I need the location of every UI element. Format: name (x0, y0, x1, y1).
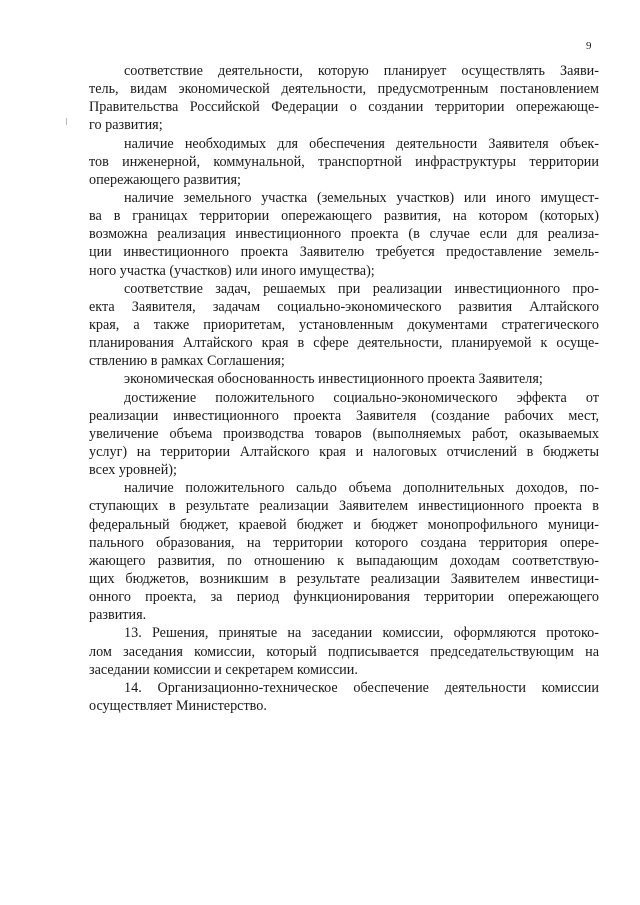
text-line: развития. (89, 607, 147, 624)
text-line: ствлению в рамках Соглашения; (89, 353, 285, 370)
text-line: ного участка (участков) или иного имущества); (89, 262, 375, 279)
text-line: услуг) на территории Алтайского края и налоговых отчислений в бюджеты (89, 443, 599, 460)
text-line: соответствие задач, решаемых при реализации инвестиционного про- (124, 280, 599, 297)
text-line: пального образования, на территории которого создана территория опере- (89, 534, 599, 551)
text-line: опережающего развития; (89, 171, 241, 188)
text-line: наличие положительного сальдо объема дополнительных доходов, по- (124, 480, 599, 497)
text-line: увеличение объема производства товаров (выполняемых работ, оказываемых (89, 425, 599, 442)
text-line: екта Заявителя, задачам социально-экономического развития Алтайского (89, 298, 599, 315)
text-line: наличие земельного участка (земельных участков) или иного имущест- (124, 189, 599, 206)
text-line: тов инженерной, коммунальной, транспортной инфраструктуры территории (89, 153, 599, 170)
text-line: 13. Решения, принятые на заседании комиссии, оформляются протоко- (124, 625, 599, 642)
text-line: планирования Алтайского края в сфере деятельности, планируемой к осуще- (89, 335, 599, 352)
text-line: ва в границах территории опережающего развития, на котором (которых) (89, 208, 599, 225)
text-line: всех уровней); (89, 462, 177, 479)
text-line: осуществляет Министерство. (89, 697, 267, 714)
text-line: Правительства Российской Федерации о создании территории опережающе- (89, 99, 599, 116)
document-body (89, 62, 599, 715)
text-line: возможна реализация инвестиционного проекта (в случае если для реализа- (89, 226, 599, 243)
text-line: щих бюджетов, возникшим в результате реализации Заявителем инвестици- (89, 570, 599, 587)
text-line: го развития; (89, 117, 163, 134)
text-line: достижение положительного социально-экономического эффекта от (124, 389, 599, 406)
margin-mark (66, 118, 67, 125)
text-line: 14. Организационно-техническое обеспечение деятельности комиссии (124, 679, 599, 696)
text-line: лом заседания комиссии, который подписывается председательствующим на (89, 643, 599, 660)
text-line: реализации инвестиционного проекта Заявителя (создание рабочих мест, (89, 407, 599, 424)
text-line: онного проекта, за период функционирования территории опережающего (89, 589, 599, 606)
text-line: заседании комиссии и секретарем комиссии. (89, 661, 358, 678)
page-number: 9 (586, 40, 592, 52)
text-line: наличие необходимых для обеспечения деятельности Заявителя объек- (124, 135, 599, 152)
text-line: ции инвестиционного проекта Заявителю требуется предоставление земель- (89, 244, 599, 261)
text-line: жающего развития, по отношению к выпадающим доходам соответствую- (89, 552, 599, 569)
text-line: края, а также приоритетам, установленным документами стратегического (89, 316, 599, 333)
text-line: федеральный бюджет, краевой бюджет и бюджет монопрофильного муници- (89, 516, 599, 533)
text-line: соответствие деятельности, которую планирует осуществлять Заяви- (124, 63, 599, 79)
text-line: экономическая обоснованность инвестиционного проекта Заявителя; (124, 371, 543, 388)
text-line: ступающих в результате реализации Заявителем инвестиционного проекта в (89, 498, 599, 515)
text-line: тель, видам экономической деятельности, предусмотренным постановлением (89, 81, 599, 98)
